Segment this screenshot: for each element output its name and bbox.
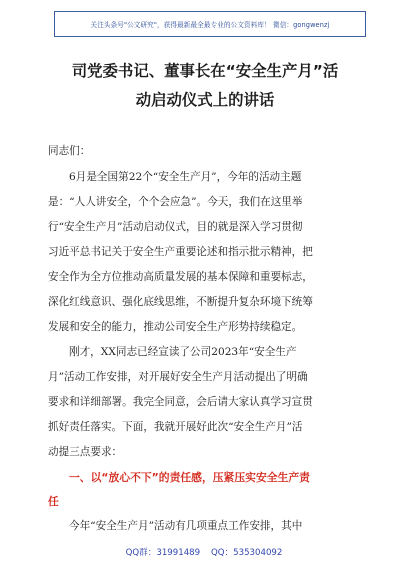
paragraph-line: 行“安全生产月”活动启动仪式，目的就是深入学习贯彻 <box>48 221 303 233</box>
document-title-line-2: 动启动仪式上的讲话 <box>135 91 275 109</box>
paragraph-line: 习近平总书记关于安全生产重要论述和指示批示精神，把 <box>48 246 313 258</box>
footer-contact: QQ群：31991489 QQ：535304092 <box>125 548 283 558</box>
paragraph-line: 是：“人人讲安全，个个会应急”。今天，我们在这里举 <box>48 196 303 208</box>
paragraph-line: 发展和安全的能力，推动公司安全生产形势持续稳定。 <box>48 321 303 333</box>
paragraph-line: 抓好责任落实。下面，我就开展好此次“安全生产月”活 <box>48 421 303 433</box>
document-title-line-1: 司党委书记、董事长在“安全生产月”活 <box>71 62 339 80</box>
paragraph-line: 动提三点要求： <box>48 446 123 458</box>
greeting: 同志们： <box>48 145 91 157</box>
paragraph-line: 深化红线意识、强化底线思维，不断提升复杂环境下统筹 <box>48 296 313 308</box>
paragraph-line: 要求和详细部署。我完全同意，会后请大家认真学习宣贯 <box>48 396 313 408</box>
paragraph-line: 6月是全国第22个“安全生产月”，今年的活动主题 <box>69 171 302 183</box>
paragraph-line: 安全作为全方位推动高质量发展的基本保障和重要标志， <box>48 271 313 283</box>
header-banner: 关注头条号"公文研究"，获得最新最全最专业的公文资料库！ 微信：gongwenzj <box>54 11 366 37</box>
section-heading-line-2: 任 <box>48 495 59 508</box>
paragraph-line: 月”活动工作安排，对开展好安全生产月活动提出了明确 <box>48 371 308 383</box>
paragraph-line: 刚才，XX同志已经宣读了公司2023年“安全生产 <box>69 346 297 358</box>
paragraph-line: 今年“安全生产月”活动有几项重点工作安排，其中 <box>69 520 303 532</box>
section-heading-line-1: 一、以“放心不下”的责任感，压紧压实安全生产责 <box>69 471 310 484</box>
